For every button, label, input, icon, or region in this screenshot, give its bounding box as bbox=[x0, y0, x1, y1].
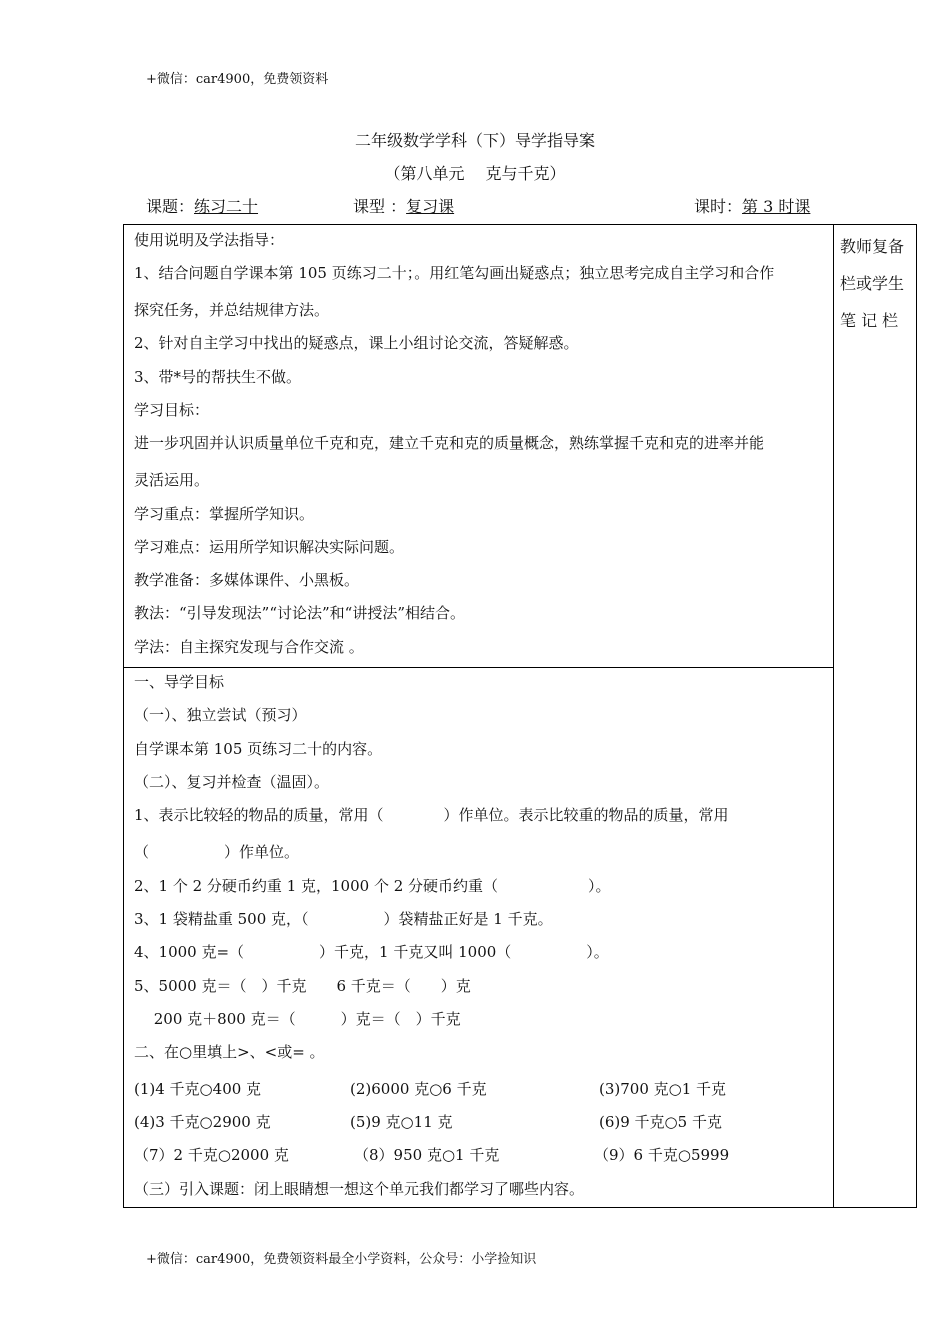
page-subtitle: （第八单元 克与千克） bbox=[384, 164, 566, 183]
footer-note: +微信：car4900，免费领资料最全小学资料，公众号：小学捡知识 bbox=[146, 1252, 537, 1267]
compare-item: (3)700 克○1 千克 bbox=[599, 1080, 727, 1098]
guide-table bbox=[123, 224, 917, 1208]
body-line: 2、1 个 2 分硬币约重 1 克，1000 个 2 分硬币约重（ ）。 bbox=[134, 877, 611, 895]
instruction-line: 使用说明及学法指导： bbox=[134, 231, 285, 249]
instruction-line: 灵活运用。 bbox=[134, 471, 210, 489]
body-line: 自学课本第 105 页练习二十的内容。 bbox=[134, 740, 383, 758]
column-divider bbox=[833, 225, 834, 1207]
instruction-line: 学法：自主探究发现与合作交流 。 bbox=[134, 638, 364, 656]
compare-item: (1)4 千克○400 克 bbox=[134, 1080, 262, 1098]
instruction-line: 1、结合问题自学课本第 105 页练习二十；。用红笔勾画出疑惑点；独立思考完成自主学习和合作 bbox=[134, 264, 775, 282]
meta-topic-label: 课题： bbox=[146, 197, 195, 216]
instruction-line: 学习目标： bbox=[134, 401, 210, 419]
meta-topic-value: 练习二十 bbox=[194, 197, 259, 216]
compare-item: （7）2 千克○2000 克 bbox=[134, 1146, 289, 1164]
compare-item: (4)3 千克○2900 克 bbox=[134, 1113, 271, 1131]
meta-type bbox=[353, 194, 454, 217]
meta-type-label: 课型 ： bbox=[353, 197, 407, 216]
body-line: 4、1000 克=（ ）千克，1 千克又叫 1000（ ）。 bbox=[134, 943, 609, 961]
compare-item: （9）6 千克○5999 bbox=[594, 1146, 730, 1164]
instruction-line: 进一步巩固并认识质量单位千克和克，建立千克和克的质量概念，熟练掌握千克和克的进率并能 bbox=[134, 434, 765, 452]
compare-item: （8）950 克○1 千克 bbox=[354, 1146, 500, 1164]
body-line: 3、1 袋精盐重 500 克，（ ）袋精盐正好是 1 千克。 bbox=[134, 910, 553, 928]
body-line: 二、在○里填上>、<或= 。 bbox=[134, 1043, 325, 1061]
compare-item: (6)9 千克○5 千克 bbox=[599, 1113, 722, 1131]
meta-type-value: 复习课 bbox=[406, 197, 455, 216]
body-line: 一、导学目标 bbox=[134, 673, 225, 691]
notes-column bbox=[840, 228, 910, 339]
notes-column-line: 教师复备 bbox=[840, 237, 905, 256]
body-line: （一）、独立尝试（预习） bbox=[134, 706, 307, 724]
body-line: 1、表示比较轻的物品的质量，常用（ ）作单位。表示比较重的物品的质量，常用 bbox=[134, 806, 729, 824]
body-line: 5、5000 克＝（ ）千克 6 千克＝（ ）克 bbox=[134, 977, 471, 995]
body-line: （ ）作单位。 bbox=[134, 843, 300, 861]
instruction-line: 学习重点：掌握所学知识。 bbox=[134, 505, 315, 523]
row-divider bbox=[124, 667, 834, 668]
notes-column-line: 笔 记 栏 bbox=[840, 311, 899, 330]
instruction-line: 教学准备：多媒体课件、小黑板。 bbox=[134, 571, 360, 589]
meta-period-value: 第 3 时课 bbox=[742, 197, 811, 216]
meta-period bbox=[694, 194, 810, 217]
meta-topic bbox=[146, 194, 258, 217]
compare-item: (2)6000 克○6 千克 bbox=[350, 1080, 487, 1098]
instruction-line: 3、带*号的帮扶生不做。 bbox=[134, 368, 302, 386]
instruction-line: 探究任务，并总结规律方法。 bbox=[134, 301, 330, 319]
body-line: （二）、复习并检查（温固）。 bbox=[134, 773, 330, 791]
header-note: +微信：car4900，免费领资料 bbox=[146, 72, 329, 87]
instruction-line: 学习难点：运用所学知识解决实际问题。 bbox=[134, 538, 405, 556]
page-title: 二年级数学学科（下）导学指导案 bbox=[354, 131, 595, 150]
meta-period-label: 课时： bbox=[694, 197, 743, 216]
instruction-line: 教法：“引导发现法”“讨论法”和“讲授法”相结合。 bbox=[134, 604, 466, 622]
closing-line: （三）引入课题：闭上眼睛想一想这个单元我们都学习了哪些内容。 bbox=[134, 1180, 585, 1198]
compare-item: (5)9 克○11 克 bbox=[350, 1113, 453, 1131]
notes-column-line: 栏或学生 bbox=[840, 274, 905, 293]
instruction-line: 2、针对自主学习中找出的疑惑点，课上小组讨论交流，答疑解惑。 bbox=[134, 334, 579, 352]
body-line: 200 克＋800 克＝（ ）克＝（ ）千克 bbox=[134, 1010, 461, 1028]
